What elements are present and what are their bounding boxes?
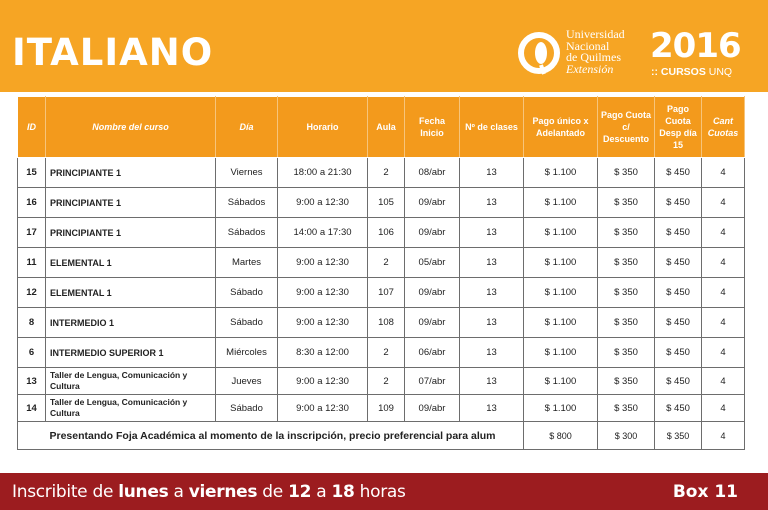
col-clases: Nº de clases [460,97,524,158]
col-aula: Aula [368,97,405,158]
header-banner [0,0,768,92]
col-horario: Horario [278,97,368,158]
cursos-unq-label: :: CURSOS UNQ [651,66,733,78]
footer-banner [0,473,768,510]
box-number: Box 11 [672,482,738,502]
col-pago-desp: Pago Cuota Desp día 15 [655,97,702,158]
table-row: 16 PRINCIPIANTE 1 Sábados 9:00 a 12:30 105 09/abr 13 $ 1.100 $ 350 $ 450 4 [18,188,745,218]
col-fecha: Fecha Inicio [405,97,460,158]
col-nombre: Nombre del curso [46,97,216,158]
table-row: 14 Taller de Lengua, Comunicación y Cultura Sábado 9:00 a 12:30 109 09/abr 13 $ 1.100 $ 350 $ 450 4 [18,395,745,422]
page-title: ITALIANO [12,31,214,74]
col-cant-cuotas: Cant Cuotas [702,97,745,158]
table-row: 8 INTERMEDIO 1 Sábado 9:00 a 12:30 108 09/abr 13 $ 1.100 $ 350 $ 450 4 [18,308,745,338]
registration-hours-text: Inscribite de lunes a viernes de 12 a 18 horas [12,482,406,502]
table-row: 12 ELEMENTAL 1 Sábado 9:00 a 12:30 107 09/abr 13 $ 1.100 $ 350 $ 450 4 [18,278,745,308]
col-id: ID [18,97,46,158]
preferential-price-note: Presentando Foja Académica al momento de la inscripción, precio preferencial para alum [46,422,524,450]
table-row: 11 ELEMENTAL 1 Martes 9:00 a 12:30 2 05/abr 13 $ 1.100 $ 350 $ 450 4 [18,248,745,278]
col-dia: Día [216,97,278,158]
year-logo: 2016 [650,26,741,66]
course-schedule-table [17,96,745,450]
table-row: 15 PRINCIPIANTE 1 Viernes 18:00 a 21:30 2 08/abr 13 $ 1.100 $ 350 $ 450 4 [18,158,745,188]
table-row: 13 Taller de Lengua, Comunicación y Cultura Jueves 9:00 a 12:30 2 07/abr 13 $ 1.100 $ 350 $ 450 4 [18,368,745,395]
university-name: Universidad Nacional de Quilmes Extensión [566,27,625,76]
col-pago-unico: Pago único x Adelantado [524,97,598,158]
table-row: 17 PRINCIPIANTE 1 Sábados 14:00 a 17:30 106 09/abr 13 $ 1.100 $ 350 $ 450 4 [18,218,745,248]
unq-q-logo-icon [517,31,561,75]
table-header-row [18,97,745,158]
col-pago-cuota: Pago Cuota c/ Descuento [598,97,655,158]
table-row: 6 INTERMEDIO SUPERIOR 1 Miércoles 8:30 a 12:00 2 06/abr 13 $ 1.100 $ 350 $ 450 4 [18,338,745,368]
preferential-price-row: Presentando Foja Académica al momento de la inscripción, precio preferencial para alum $ 800 $ 300 $ 350 4 [18,422,745,450]
